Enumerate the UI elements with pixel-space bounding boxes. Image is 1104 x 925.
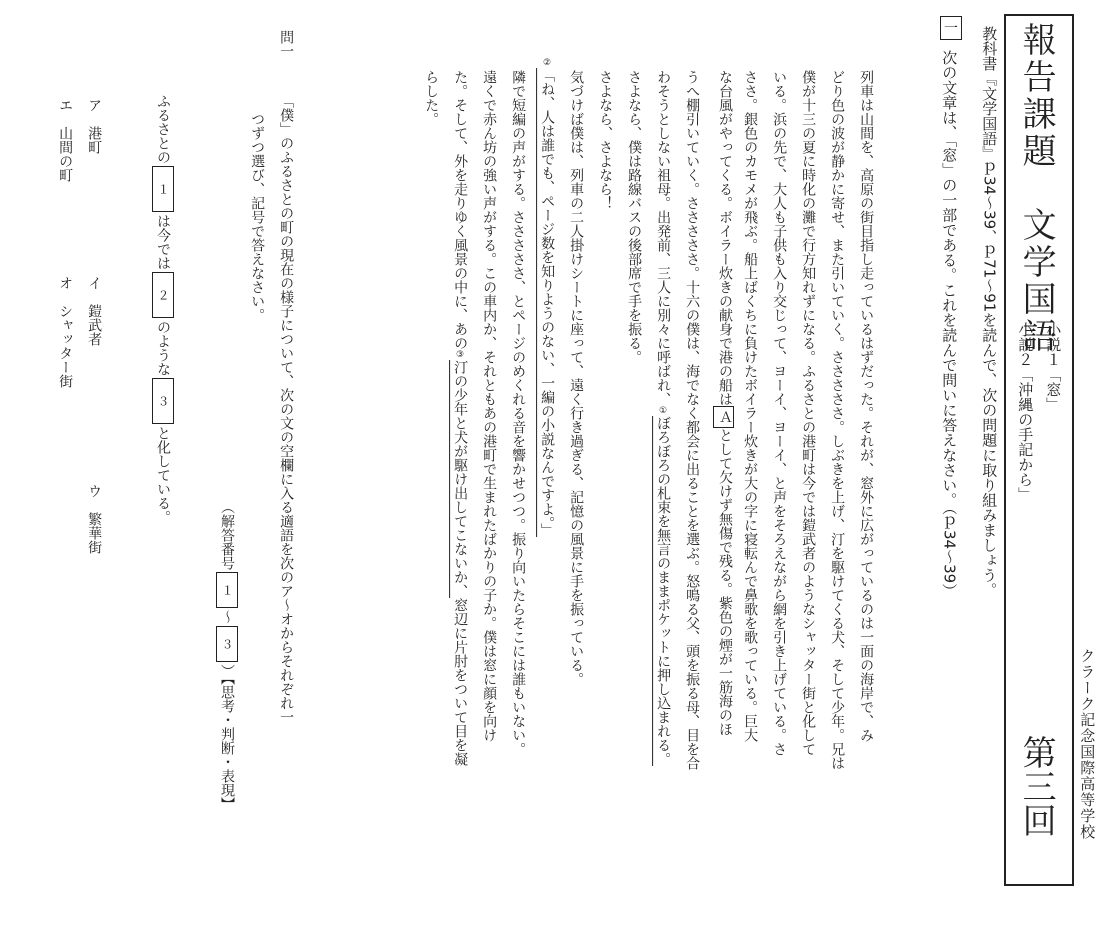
passage-line bbox=[713, 70, 734, 736]
passage-line: いる。浜の先で、大人も子供も入り交じって、ヨーイ、ヨーイ、と声をそろえながら網を引き上げている。さ bbox=[771, 70, 788, 756]
passage-line bbox=[452, 70, 468, 766]
sentence-part: は今では bbox=[155, 214, 171, 270]
sentence-part: と化している。 bbox=[155, 426, 171, 524]
passage-line: 隣で短編の声がする。さささささ、とページのめくれる音を響かせつつ。振り向いたらそこには誰もいない。 bbox=[510, 70, 527, 756]
passage-line: さよなら、さよなら！ bbox=[597, 70, 614, 210]
passage-line: 気づけば僕は、列車の二人掛けシートに座って、遠く行き過ぎる、記憶の風景に手を振っている。 bbox=[568, 70, 585, 686]
passage-text: た。そして、外を走りゆく風景の中に、あの bbox=[452, 70, 469, 350]
subtitle-novel-1: 小説１「窓」 bbox=[1044, 322, 1063, 412]
passage-text: わそうとしない祖母。出発前、三人に別々に呼ばれ、 bbox=[655, 70, 672, 406]
choice-a: ア 港町 bbox=[86, 98, 103, 154]
round-label: 第三回 bbox=[1016, 735, 1057, 837]
textbook-instruction: 教科書『文学国語』ｐ34〜39、ｐ71〜91を読んで、次の問題に取り組みましょう。 bbox=[980, 26, 999, 598]
question-1-text: つずつ選び、記号で答えなさい。 bbox=[249, 112, 266, 322]
underline-mark-1: ① bbox=[658, 406, 669, 416]
choice-i: イ 鎧武者 bbox=[86, 276, 103, 346]
passage-line bbox=[539, 58, 555, 537]
passage-line: うへ棚引いていく。さささささ。十六の僕は、海でなく都会に出ることを選ぶ。怒鳴る父、頭を振る母、目を合 bbox=[684, 70, 701, 770]
section-number: 一 bbox=[940, 16, 962, 40]
sentence-part: のような bbox=[155, 320, 171, 376]
page-title: 報告課題 文学国語 bbox=[1016, 22, 1057, 355]
underlined-phrase-2: 「ね、人は誰でも、ページ数を知りようのない、一編の小説なんですよ。」 bbox=[539, 68, 556, 537]
section-instruction: 次の文章は、「窓」の一部である。これを読んで問いに答えなさい。（ｐ34〜39） bbox=[940, 50, 959, 599]
school-name: クラーク記念国際高等学校 bbox=[1078, 648, 1097, 840]
answer-number-sep: 〜 bbox=[219, 610, 235, 624]
subtitle-novel-2: 小説２「沖縄の手記から」 bbox=[1016, 322, 1035, 502]
sentence-part: ふるさとの bbox=[155, 94, 171, 164]
answer-slot-3[interactable]: ３ bbox=[152, 378, 174, 424]
answer-number-suffix: ）【思考・判断・表現】 bbox=[219, 664, 235, 811]
passage-line bbox=[655, 70, 671, 766]
answer-number-to: ３ bbox=[216, 626, 238, 662]
underline-mark-2: ② bbox=[542, 58, 553, 68]
answer-number-from: １ bbox=[216, 572, 238, 608]
answer-slot-2[interactable]: ２ bbox=[152, 272, 174, 318]
underline-mark-3: ③ bbox=[455, 350, 466, 360]
passage-line: ささ。銀色のカモメが飛ぶ。船上ばくちに負けたボイラー炊きが大の字に寝転んで鼻歌を歌っている。巨大 bbox=[742, 70, 759, 742]
underlined-phrase-1: ぼろぼろの札束を無言のままポケットに押し込まれる。 bbox=[655, 416, 672, 766]
fill-in-sentence bbox=[152, 94, 174, 524]
passage-line: さよなら、僕は路線バスの後部席で手を振る。 bbox=[626, 70, 643, 364]
question-1-text: 「僕」のふるさとの町の現在の様子について、次の文の空欄に入る適語を次のア〜オからそれぞれ一 bbox=[278, 94, 295, 724]
passage-text: として欠けず無傷で残る。紫色の煙が一筋海のほ bbox=[717, 428, 733, 736]
answer-number-note bbox=[216, 500, 238, 811]
passage-line: どり色の波が静かに寄せ、また引いていく。さささささ。しぶきを上げ、汀を駆けてくる犬、そして少年。兄は bbox=[829, 70, 846, 770]
choice-u: ウ 繁華街 bbox=[86, 484, 103, 554]
blank-a-box: Ａ bbox=[713, 406, 734, 428]
question-1-label: 問一 bbox=[278, 30, 295, 58]
passage-line: 列車は山間を、高原の街目指し走っているはずだった。それが、窓外に広がっているのは一面の海岸で、み bbox=[858, 70, 875, 742]
answer-slot-1[interactable]: １ bbox=[152, 166, 174, 212]
passage-line: らした。 bbox=[423, 70, 440, 126]
choice-e: エ 山間の町 bbox=[57, 98, 74, 182]
passage-line: 僕が十三の夏に時化の灘で行方知れずになる。ふるさとの港町は今では鎧武者のようなシャッター街と化して bbox=[800, 70, 817, 756]
underlined-phrase-3: 汀の少年と犬が駆け出してこないか、 bbox=[452, 360, 469, 598]
choice-o: オ シャッター街 bbox=[57, 276, 74, 388]
answer-number-prefix: （解答番号 bbox=[219, 500, 235, 570]
passage-line: 遠くで赤ん坊の強い声がする。この車内か、それともあの港町で生まれたばかりの子か。僕は窓に顔を向け bbox=[481, 70, 498, 742]
passage-text: 窓辺に片肘をついて目を凝 bbox=[452, 598, 469, 766]
passage-text: な台風がやってくる。ボイラー炊きの献身で港の船は bbox=[717, 70, 733, 406]
